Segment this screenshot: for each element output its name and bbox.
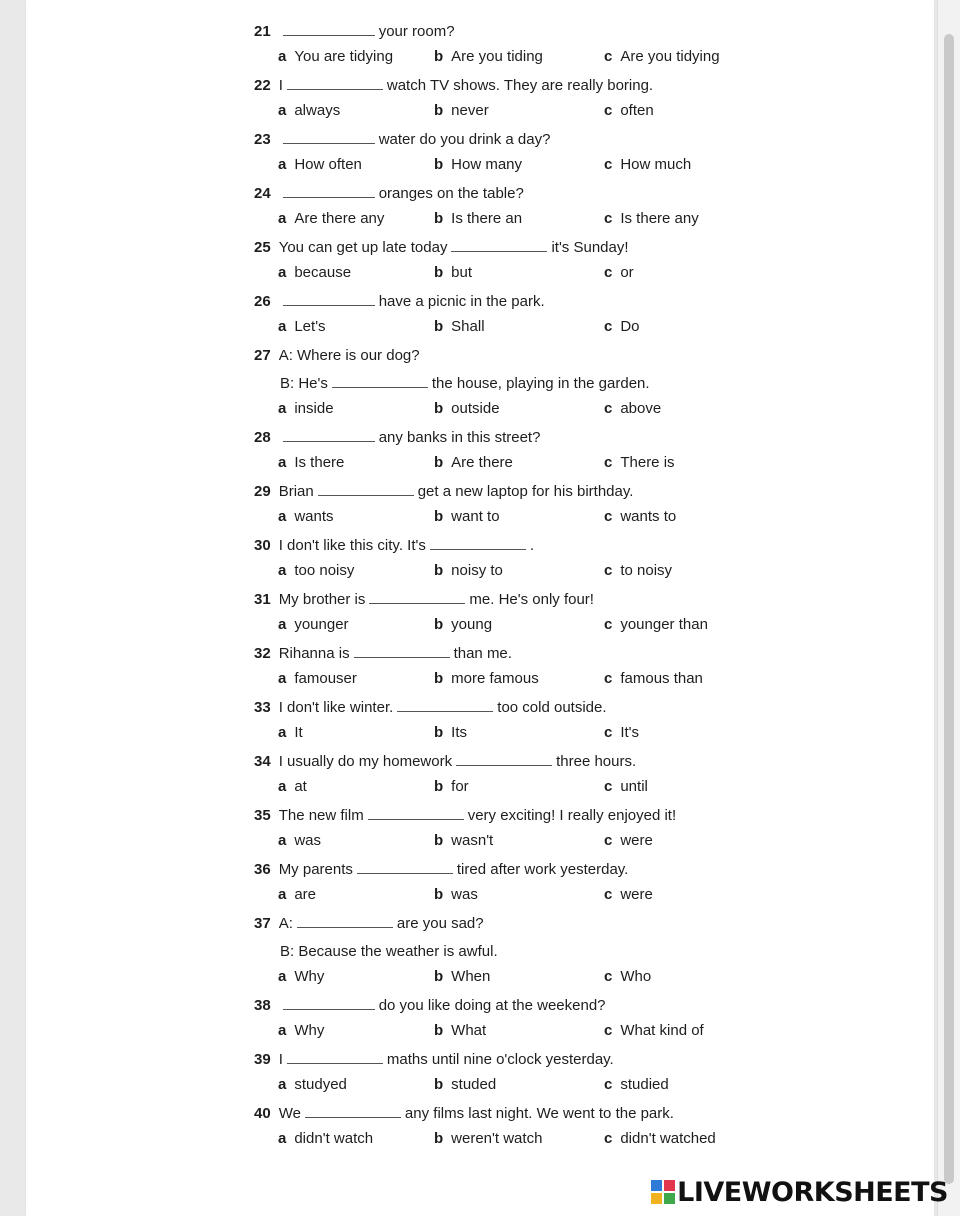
answer-blank[interactable] <box>332 375 428 388</box>
question-text-after: get a new laptop for his birthday. <box>417 483 634 500</box>
option-text: There is <box>620 454 675 471</box>
option-text: was <box>294 832 322 849</box>
question-text-after: . <box>529 537 535 554</box>
option-b[interactable] <box>434 966 490 988</box>
option-b[interactable] <box>434 506 500 528</box>
option-text: wasn't <box>451 832 494 849</box>
option-b[interactable] <box>434 46 543 68</box>
question-text-after: do you like doing at the weekend? <box>378 997 606 1014</box>
question-text-after: me. He's only four! <box>469 591 594 608</box>
question-text-after: very exciting! I really enjoyed it! <box>467 807 677 824</box>
scrollbar[interactable] <box>937 0 960 1216</box>
option-a[interactable] <box>278 884 316 906</box>
option-text: How much <box>620 156 692 173</box>
question-number: 27 <box>254 347 271 364</box>
option-text: were <box>620 832 653 849</box>
answer-blank[interactable] <box>456 753 552 766</box>
option-a[interactable] <box>278 154 362 176</box>
option-text: It <box>294 724 303 741</box>
option-letter: c <box>604 264 613 281</box>
option-c[interactable] <box>604 154 691 176</box>
question-number: 25 <box>254 239 271 256</box>
question-35 <box>254 804 676 828</box>
option-text: Do <box>620 318 640 335</box>
question-28 <box>254 426 540 450</box>
question-text-after: maths until nine o'clock yesterday. <box>386 1051 614 1068</box>
option-c[interactable] <box>604 560 672 582</box>
option-letter: a <box>278 778 287 795</box>
option-text: What <box>451 1022 487 1039</box>
option-a[interactable] <box>278 262 351 284</box>
option-text: too noisy <box>294 562 355 579</box>
question-number: 21 <box>254 23 271 40</box>
option-b[interactable] <box>434 560 503 582</box>
question-text-after: oranges on the table? <box>378 185 524 202</box>
option-text: studed <box>451 1076 497 1093</box>
option-letter: b <box>434 508 444 525</box>
question-text-after: any films last night. We went to the park. <box>404 1105 674 1122</box>
option-text: Are there any <box>294 210 385 227</box>
option-c[interactable] <box>604 1128 716 1150</box>
option-text: What kind of <box>620 1022 704 1039</box>
answer-blank[interactable] <box>283 997 375 1010</box>
question-text-before: A: Where is our dog? <box>278 347 420 364</box>
option-b[interactable] <box>434 830 493 852</box>
answer-blank[interactable] <box>318 483 414 496</box>
option-letter: a <box>278 454 287 471</box>
question-number: 38 <box>254 997 271 1014</box>
question-text-after: your room? <box>378 23 455 40</box>
question-34 <box>254 750 636 774</box>
question-37-line-2 <box>280 940 498 964</box>
question-text-before: I usually do my homework <box>278 753 453 770</box>
option-letter: c <box>604 562 613 579</box>
question-text-after: water do you drink a day? <box>378 131 551 148</box>
option-text: It's <box>620 724 640 741</box>
option-letter: b <box>434 454 444 471</box>
brand-name: LIVEWORKSHEETS <box>677 1176 948 1208</box>
option-letter: b <box>434 102 444 119</box>
worksheet-page <box>26 0 934 1216</box>
question-number: 35 <box>254 807 271 824</box>
question-40 <box>254 1102 674 1126</box>
option-c[interactable] <box>604 46 720 68</box>
question-number: 22 <box>254 77 271 94</box>
option-b[interactable] <box>434 884 478 906</box>
question-26 <box>254 290 545 314</box>
option-letter: b <box>434 1130 444 1147</box>
option-text: Are you tiding <box>451 48 543 65</box>
option-b[interactable] <box>434 1128 542 1150</box>
question-text-after: three hours. <box>556 753 637 770</box>
question-text-before: I <box>278 1051 283 1068</box>
option-text: wants to <box>620 508 677 525</box>
option-text: Why <box>294 968 325 985</box>
option-letter: b <box>434 1076 444 1093</box>
option-letter: a <box>278 102 287 119</box>
option-letter: a <box>278 508 287 525</box>
option-letter: a <box>278 1130 287 1147</box>
option-text: inside <box>294 400 334 417</box>
option-b[interactable] <box>434 262 472 284</box>
option-c[interactable] <box>604 208 699 230</box>
answer-blank[interactable] <box>305 1105 401 1118</box>
option-letter: c <box>604 1130 613 1147</box>
option-letter: b <box>434 832 444 849</box>
option-letter: b <box>434 210 444 227</box>
answer-blank[interactable] <box>451 239 547 252</box>
option-letter: a <box>278 156 287 173</box>
option-text: studyed <box>294 1076 347 1093</box>
answer-blank[interactable] <box>368 807 464 820</box>
option-letter: a <box>278 1076 287 1093</box>
option-text: was <box>451 886 478 903</box>
option-letter: b <box>434 616 444 633</box>
option-c[interactable] <box>604 452 675 474</box>
option-c[interactable] <box>604 316 640 338</box>
question-number: 31 <box>254 591 271 608</box>
option-letter: a <box>278 48 287 65</box>
option-letter: b <box>434 156 444 173</box>
option-text: until <box>620 778 648 795</box>
question-text-before: My parents <box>278 861 353 878</box>
question-number: 28 <box>254 429 271 446</box>
option-text: or <box>620 264 634 281</box>
question-29 <box>254 480 633 504</box>
question-number: 40 <box>254 1105 271 1122</box>
option-text: Its <box>451 724 468 741</box>
question-number: 36 <box>254 861 271 878</box>
option-letter: a <box>278 210 287 227</box>
answer-blank[interactable] <box>430 537 526 550</box>
option-text: younger <box>294 616 349 633</box>
option-text: Who <box>620 968 652 985</box>
option-text: to noisy <box>620 562 673 579</box>
answer-blank[interactable] <box>283 185 375 198</box>
option-letter: b <box>434 318 444 335</box>
question-text-before: B: He's <box>280 375 328 392</box>
question-text-before: We <box>278 1105 301 1122</box>
option-text: Are there <box>451 454 513 471</box>
option-text: above <box>620 400 662 417</box>
option-b[interactable] <box>434 614 492 636</box>
option-a[interactable] <box>278 966 324 988</box>
question-37 <box>254 912 484 936</box>
option-b[interactable] <box>434 154 522 176</box>
question-text-after: too cold outside. <box>497 699 607 716</box>
option-a[interactable] <box>278 560 354 582</box>
option-c[interactable] <box>604 614 708 636</box>
option-text: Is there any <box>620 210 699 227</box>
option-a[interactable] <box>278 1020 324 1042</box>
option-a[interactable] <box>278 668 357 690</box>
option-c[interactable] <box>604 1020 704 1042</box>
option-c[interactable] <box>604 100 654 122</box>
option-letter: b <box>434 778 444 795</box>
option-letter: c <box>604 968 613 985</box>
option-letter: b <box>434 1022 444 1039</box>
option-letter: a <box>278 886 287 903</box>
option-letter: b <box>434 968 444 985</box>
question-text-before: A: <box>278 915 293 932</box>
question-number: 24 <box>254 185 271 202</box>
option-text: always <box>294 102 341 119</box>
option-text: noisy to <box>451 562 503 579</box>
option-text: because <box>294 264 352 281</box>
option-text: famous than <box>620 670 703 687</box>
option-letter: b <box>434 264 444 281</box>
option-text: Why <box>294 1022 325 1039</box>
option-letter: a <box>278 968 287 985</box>
option-letter: c <box>604 318 613 335</box>
question-39 <box>254 1048 614 1072</box>
option-letter: c <box>604 210 613 227</box>
question-text-before: Rihanna is <box>278 645 350 662</box>
question-number: 33 <box>254 699 271 716</box>
question-text-line-2: B: Because the weather is awful. <box>280 943 498 960</box>
question-text-before: I don't like winter. <box>278 699 394 716</box>
option-a[interactable] <box>278 776 307 798</box>
question-31 <box>254 588 594 612</box>
question-text-after: are you sad? <box>396 915 484 932</box>
option-letter: c <box>604 832 613 849</box>
question-text-after: tired after work yesterday. <box>456 861 629 878</box>
question-36 <box>254 858 628 882</box>
option-text: but <box>451 264 473 281</box>
option-a[interactable] <box>278 398 334 420</box>
option-letter: c <box>604 886 613 903</box>
option-text: Let's <box>294 318 326 335</box>
question-27 <box>254 344 420 368</box>
option-text: didn't watch <box>294 1130 374 1147</box>
option-a[interactable] <box>278 452 344 474</box>
option-letter: c <box>604 1022 613 1039</box>
option-b[interactable] <box>434 208 522 230</box>
option-letter: b <box>434 886 444 903</box>
question-text-before: You can get up late today <box>278 239 448 256</box>
question-22 <box>254 74 653 98</box>
option-letter: a <box>278 400 287 417</box>
option-text: for <box>451 778 469 795</box>
question-38 <box>254 994 606 1018</box>
scrollbar-thumb[interactable] <box>944 34 954 1184</box>
option-text: weren't watch <box>451 1130 543 1147</box>
question-text-after: have a picnic in the park. <box>378 293 545 310</box>
question-text-before: My brother is <box>278 591 366 608</box>
option-text: were <box>620 886 653 903</box>
option-text: How often <box>294 156 362 173</box>
option-c[interactable] <box>604 1074 669 1096</box>
option-text: are <box>294 886 317 903</box>
question-text-after: any banks in this street? <box>378 429 541 446</box>
answer-blank[interactable] <box>354 645 450 658</box>
option-letter: c <box>604 102 613 119</box>
option-c[interactable] <box>604 262 634 284</box>
option-text: young <box>451 616 493 633</box>
option-b[interactable] <box>434 316 485 338</box>
option-letter: c <box>604 670 613 687</box>
option-letter: a <box>278 670 287 687</box>
answer-blank[interactable] <box>283 429 375 442</box>
question-24 <box>254 182 524 206</box>
answer-blank[interactable] <box>397 699 493 712</box>
option-c[interactable] <box>604 966 651 988</box>
answer-blank[interactable] <box>283 131 375 144</box>
question-32 <box>254 642 512 666</box>
option-letter: c <box>604 454 613 471</box>
option-letter: c <box>604 616 613 633</box>
question-number: 34 <box>254 753 271 770</box>
option-b[interactable] <box>434 398 500 420</box>
option-b[interactable] <box>434 100 489 122</box>
option-text: want to <box>451 508 500 525</box>
option-c[interactable] <box>604 398 661 420</box>
answer-blank[interactable] <box>357 861 453 874</box>
option-text: You are tidying <box>294 48 394 65</box>
option-letter: c <box>604 724 613 741</box>
option-text: at <box>294 778 307 795</box>
option-text: famouser <box>294 670 357 687</box>
question-number: 32 <box>254 645 271 662</box>
question-30 <box>254 534 534 558</box>
option-c[interactable] <box>604 884 653 906</box>
option-b[interactable] <box>434 452 513 474</box>
option-letter: a <box>278 1022 287 1039</box>
question-text-after: the house, playing in the garden. <box>431 375 650 392</box>
option-letter: c <box>604 1076 613 1093</box>
answer-blank[interactable] <box>283 23 375 36</box>
option-a[interactable] <box>278 316 326 338</box>
option-a[interactable] <box>278 208 384 230</box>
option-b[interactable] <box>434 776 469 798</box>
option-text: often <box>620 102 654 119</box>
option-a[interactable] <box>278 100 340 122</box>
question-number: 30 <box>254 537 271 554</box>
option-letter: a <box>278 724 287 741</box>
answer-blank[interactable] <box>287 77 383 90</box>
question-text-after: it's Sunday! <box>551 239 629 256</box>
question-25 <box>254 236 629 260</box>
option-letter: c <box>604 508 613 525</box>
option-letter: a <box>278 616 287 633</box>
option-a[interactable] <box>278 722 303 744</box>
option-text: more famous <box>451 670 539 687</box>
question-21 <box>254 20 455 44</box>
question-text-before: I <box>278 77 283 94</box>
option-text: Are you tidying <box>620 48 720 65</box>
option-text: younger than <box>620 616 708 633</box>
option-text: outside <box>451 400 500 417</box>
answer-blank[interactable] <box>297 915 393 928</box>
question-text-after: watch TV shows. They are really boring. <box>386 77 654 94</box>
option-text: When <box>451 968 491 985</box>
answer-blank[interactable] <box>283 293 375 306</box>
option-b[interactable] <box>434 722 467 744</box>
liveworksheets-logo-icon <box>651 1180 675 1204</box>
question-27-line-2 <box>280 372 650 396</box>
option-letter: b <box>434 670 444 687</box>
option-a[interactable] <box>278 1074 347 1096</box>
question-number: 29 <box>254 483 271 500</box>
option-text: wants <box>294 508 334 525</box>
option-c[interactable] <box>604 506 676 528</box>
option-letter: c <box>604 778 613 795</box>
option-letter: c <box>604 156 613 173</box>
question-text-before: I don't like this city. It's <box>278 537 426 554</box>
option-c[interactable] <box>604 830 653 852</box>
option-c[interactable] <box>604 722 639 744</box>
option-b[interactable] <box>434 1074 496 1096</box>
option-text: Is there an <box>451 210 523 227</box>
option-c[interactable] <box>604 668 703 690</box>
option-b[interactable] <box>434 668 539 690</box>
option-text: never <box>451 102 489 119</box>
question-number: 26 <box>254 293 271 310</box>
option-text: didn't watched <box>620 1130 716 1147</box>
option-letter: a <box>278 318 287 335</box>
option-letter: b <box>434 48 444 65</box>
option-text: How many <box>451 156 523 173</box>
liveworksheets-logo <box>651 1176 948 1208</box>
option-letter: b <box>434 400 444 417</box>
option-a[interactable] <box>278 46 393 68</box>
option-text: Is there <box>294 454 345 471</box>
option-text: Shall <box>451 318 485 335</box>
option-letter: b <box>434 562 444 579</box>
option-a[interactable] <box>278 506 334 528</box>
question-number: 37 <box>254 915 271 932</box>
option-letter: c <box>604 48 613 65</box>
option-letter: b <box>434 724 444 741</box>
option-letter: a <box>278 832 287 849</box>
option-a[interactable] <box>278 1128 373 1150</box>
question-number: 39 <box>254 1051 271 1068</box>
option-b[interactable] <box>434 1020 486 1042</box>
question-text-before: Brian <box>278 483 314 500</box>
option-letter: c <box>604 400 613 417</box>
question-text-after: than me. <box>453 645 512 662</box>
option-a[interactable] <box>278 614 349 636</box>
option-text: studied <box>620 1076 669 1093</box>
question-text-before: The new film <box>278 807 364 824</box>
option-a[interactable] <box>278 830 321 852</box>
option-letter: a <box>278 562 287 579</box>
question-33 <box>254 696 607 720</box>
answer-blank[interactable] <box>369 591 465 604</box>
option-c[interactable] <box>604 776 648 798</box>
question-number: 23 <box>254 131 271 148</box>
answer-blank[interactable] <box>287 1051 383 1064</box>
option-letter: a <box>278 264 287 281</box>
question-23 <box>254 128 550 152</box>
